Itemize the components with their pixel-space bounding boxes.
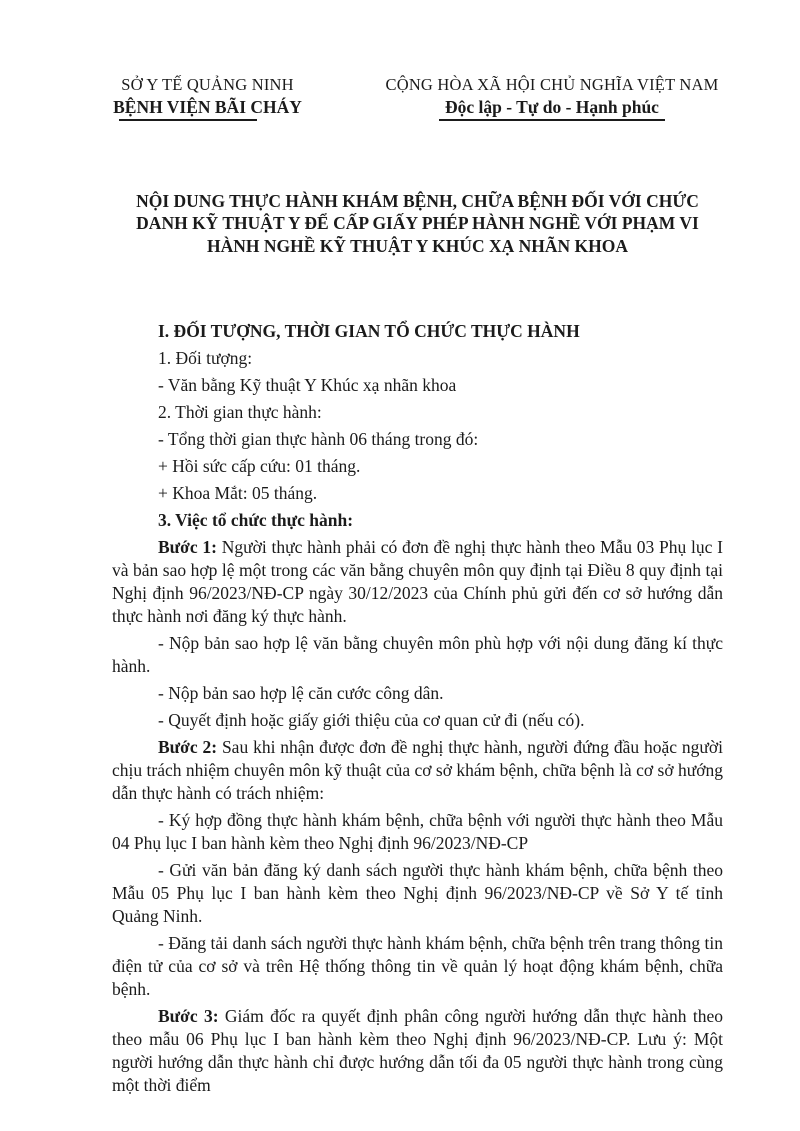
step-1-bullet-1: - Nộp bản sao hợp lệ văn bằng chuyên môn phù hợp với nội dung đăng kí thực hành. bbox=[112, 633, 723, 677]
duration-eye: + Khoa Mắt: 05 tháng. bbox=[158, 483, 318, 504]
issuer-underline bbox=[119, 119, 257, 121]
step-2-label: Bước 2: bbox=[158, 737, 218, 758]
step-2-paragraph bbox=[112, 736, 723, 805]
subject-value: - Văn bằng Kỹ thuật Y Khúc xạ nhãn khoa bbox=[158, 375, 457, 396]
duration-total: - Tổng thời gian thực hành 06 tháng trong đó: bbox=[158, 429, 479, 450]
step-1-bullet-3: - Quyết định hoặc giấy giới thiệu của cơ quan cử đi (nếu có). bbox=[158, 710, 585, 731]
step-3-paragraph bbox=[112, 1005, 723, 1097]
republic-title: CỘNG HÒA XÃ HỘI CHỦ NGHĨA VIỆT NAM bbox=[385, 75, 719, 94]
national-motto: Độc lập - Tự do - Hạnh phúc bbox=[445, 97, 659, 117]
issuer-department: SỞ Y TẾ QUẢNG NINH bbox=[121, 75, 294, 94]
document-title-line-3: HÀNH NGHỀ KỸ THUẬT Y KHÚC XẠ NHÃN KHOA bbox=[207, 235, 628, 256]
step-1-text: Người thực hành phải có đơn đề nghị thực hành theo Mẫu 03 Phụ lục I và bản sao hợp lệ một trong các văn bằng chuyên môn quy định tại Điều 8 quy định tại Nghị định 96/2023/NĐ-CP ngày 30/12/2023 của Chính phủ gửi đến cơ sở hướng dẫn thực hành nơi đăng ký thực hành. bbox=[112, 537, 723, 627]
step-1-label: Bước 1: bbox=[158, 537, 217, 558]
step-2-bullet-2: - Gửi văn bản đăng ký danh sách người thực hành khám bệnh, chữa bệnh theo Mẫu 05 Phụ lục I ban hành kèm theo Nghị định 96/2023/NĐ-CP về Sở Y tế tỉnh Quảng Ninh. bbox=[112, 860, 723, 927]
step-1-bullet-2: - Nộp bản sao hợp lệ căn cước công dân. bbox=[158, 683, 444, 704]
organization-label: 3. Việc tổ chức thực hành: bbox=[158, 510, 354, 531]
motto-underline bbox=[439, 119, 665, 121]
subject-label: 1. Đối tượng: bbox=[158, 348, 253, 369]
document-title-line-2: DANH KỸ THUẬT Y ĐỂ CẤP GIẤY PHÉP HÀNH NGHỀ VỚI PHẠM VI bbox=[136, 213, 699, 234]
step-3-text: Giám đốc ra quyết định phân công người hướng dẫn thực hành theo theo mẫu 06 Phụ lục I ban hành kèm theo Nghị định 96/2023/NĐ-CP. Lưu ý: Một người hướng dẫn thực hành chỉ được hướng dẫn tối đa 05 người thực hành trong cùng một thời điểm bbox=[112, 1006, 723, 1096]
step-2-text: Sau khi nhận được đơn đề nghị thực hành, người đứng đầu hoặc người chịu trách nhiệm chuyên môn kỹ thuật của cơ sở khám bệnh, chữa bệnh là cơ sở hướng dẫn thực hành có trách nhiệm: bbox=[112, 737, 723, 804]
duration-label: 2. Thời gian thực hành: bbox=[158, 402, 322, 423]
step-3-label: Bước 3: bbox=[158, 1006, 219, 1027]
issuer-block bbox=[85, 74, 330, 121]
step-2-bullet-1: - Ký hợp đồng thực hành khám bệnh, chữa bệnh với người thực hành theo Mẫu 04 Phụ lục I ban hành kèm theo Nghị định 96/2023/NĐ-CP bbox=[112, 810, 723, 854]
document-title-line-1: NỘI DUNG THỰC HÀNH KHÁM BỆNH, CHỮA BỆNH ĐỐI VỚI CHỨC bbox=[136, 191, 699, 211]
section-1-heading: I. ĐỐI TƯỢNG, THỜI GIAN TỔ CHỨC THỰC HÀNH bbox=[158, 321, 580, 342]
issuer-hospital-name: BỆNH VIỆN BÃI CHÁY bbox=[113, 97, 302, 117]
document-title bbox=[112, 190, 723, 257]
step-2-bullet-3: - Đăng tải danh sách người thực hành khám bệnh, chữa bệnh trên trang thông tin điện tử của cơ sở và trên Hệ thống thông tin về quản lý hoạt động khám bệnh, chữa bệnh. bbox=[112, 933, 723, 1000]
national-block bbox=[372, 74, 732, 121]
duration-icu: + Hồi sức cấp cứu: 01 tháng. bbox=[158, 456, 361, 477]
document-body bbox=[112, 190, 723, 1097]
step-1-paragraph bbox=[112, 536, 723, 628]
letterhead bbox=[0, 74, 800, 126]
